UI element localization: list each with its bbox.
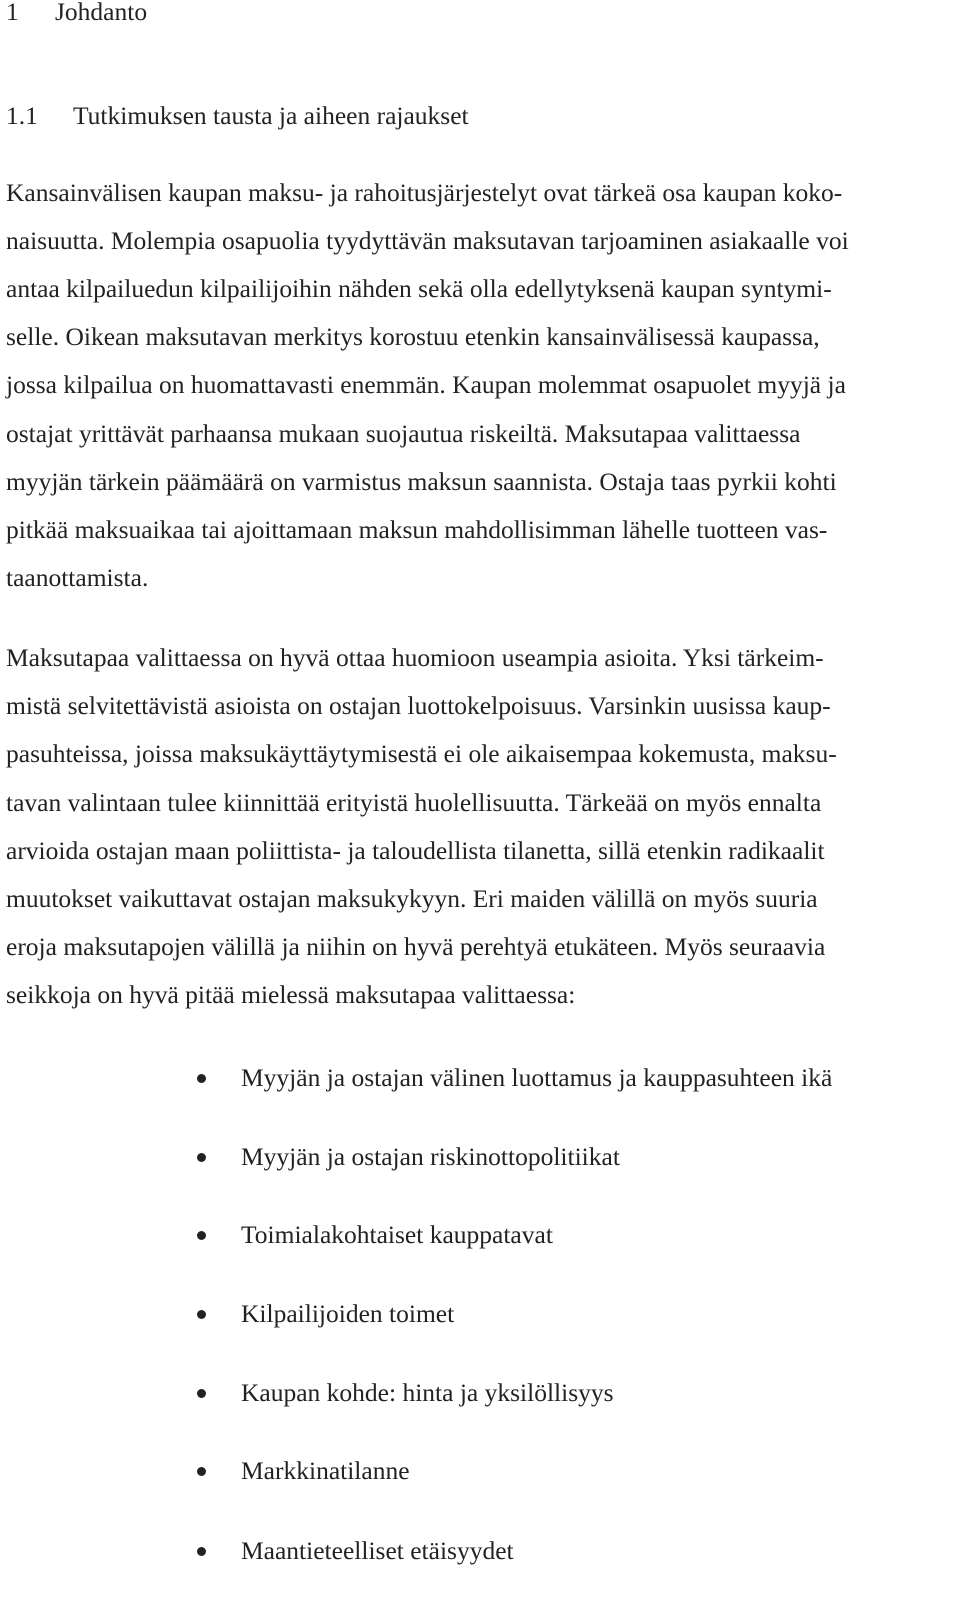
paragraph-line: pitkää maksuaikaa tai ajoittamaan maksun mahdollisimman lähelle tuotteen vas-: [6, 515, 828, 544]
paragraph-line: myyjän tärkein päämäärä on varmistus maksun saannista. Ostaja taas pyrkii kohti: [6, 467, 837, 496]
paragraph-line: Maksutapaa valittaessa on hyvä ottaa huomioon useampia asioita. Yksi tärkeim-: [6, 643, 824, 672]
paragraph-line: naisuutta. Molempia osapuolia tyydyttävän maksutavan tarjoaminen asiakaalle voi: [6, 226, 849, 255]
section-number: 1.1: [6, 101, 38, 130]
list-item-text: Toimialakohtaiset kauppatavat: [241, 1220, 553, 1249]
bullet-icon: [197, 1389, 206, 1398]
paragraph-line: tavan valintaan tulee kiinnittää erityistä huolellisuutta. Tärkeää on myös ennalta: [6, 788, 822, 817]
paragraph-line: antaa kilpailuedun kilpailijoihin nähden sekä olla edellytyksenä kaupan syntymi-: [6, 274, 832, 303]
paragraph-line: ostajat yrittävät parhaansa mukaan suojautua riskeiltä. Maksutapaa valittaessa: [6, 419, 801, 448]
chapter-number: 1: [6, 0, 19, 26]
paragraph-line: seikkoja on hyvä pitää mielessä maksutapaa valittaessa:: [6, 980, 576, 1009]
paragraph-line: pasuhteissa, joissa maksukäyttäytymisestä ei ole aikaisempaa kokemusta, maksu-: [6, 739, 837, 768]
list-item-text: Maantieteelliset etäisyydet: [241, 1536, 514, 1565]
section-heading: [6, 100, 469, 132]
paragraph-line: muutokset vaikuttavat ostajan maksukykyyn. Eri maiden välillä on myös suuria: [6, 884, 818, 913]
paragraph-line: taanottamista.: [6, 563, 149, 592]
bullet-icon: [197, 1153, 206, 1162]
bullet-icon: [197, 1231, 206, 1240]
paragraph-line: Kansainvälisen kaupan maksu- ja rahoitusjärjestelyt ovat tärkeä osa kaupan koko-: [6, 178, 843, 207]
bullet-icon: [197, 1467, 206, 1476]
section-title: Tutkimuksen tausta ja aiheen rajaukset: [73, 101, 469, 130]
list-item-text: Myyjän ja ostajan välinen luottamus ja kauppasuhteen ikä: [241, 1063, 833, 1092]
chapter-heading: [6, 0, 147, 28]
paragraph-line: arvioida ostajan maan poliittista- ja taloudellista tilanetta, sillä etenkin radikaalit: [6, 836, 825, 865]
paragraph-line: selle. Oikean maksutavan merkitys korostuu etenkin kansainvälisessä kaupassa,: [6, 322, 820, 351]
bullet-icon: [197, 1547, 206, 1556]
list-item-text: Kaupan kohde: hinta ja yksilöllisyys: [241, 1378, 614, 1407]
bullet-icon: [197, 1074, 206, 1083]
chapter-title: Johdanto: [55, 0, 148, 26]
paragraph-line: jossa kilpailua on huomattavasti enemmän. Kaupan molemmat osapuolet myyjä ja: [6, 370, 846, 399]
list-item-text: Markkinatilanne: [241, 1456, 410, 1485]
bullet-icon: [197, 1310, 206, 1319]
list-item-text: Kilpailijoiden toimet: [241, 1299, 455, 1328]
list-item-text: Myyjän ja ostajan riskinottopolitiikat: [241, 1142, 620, 1171]
paragraph-line: mistä selvitettävistä asioista on ostajan luottokelpoisuus. Varsinkin uusissa kaup-: [6, 691, 831, 720]
paragraph-line: eroja maksutapojen välillä ja niihin on hyvä perehtyä etukäteen. Myös seuraavia: [6, 932, 826, 961]
